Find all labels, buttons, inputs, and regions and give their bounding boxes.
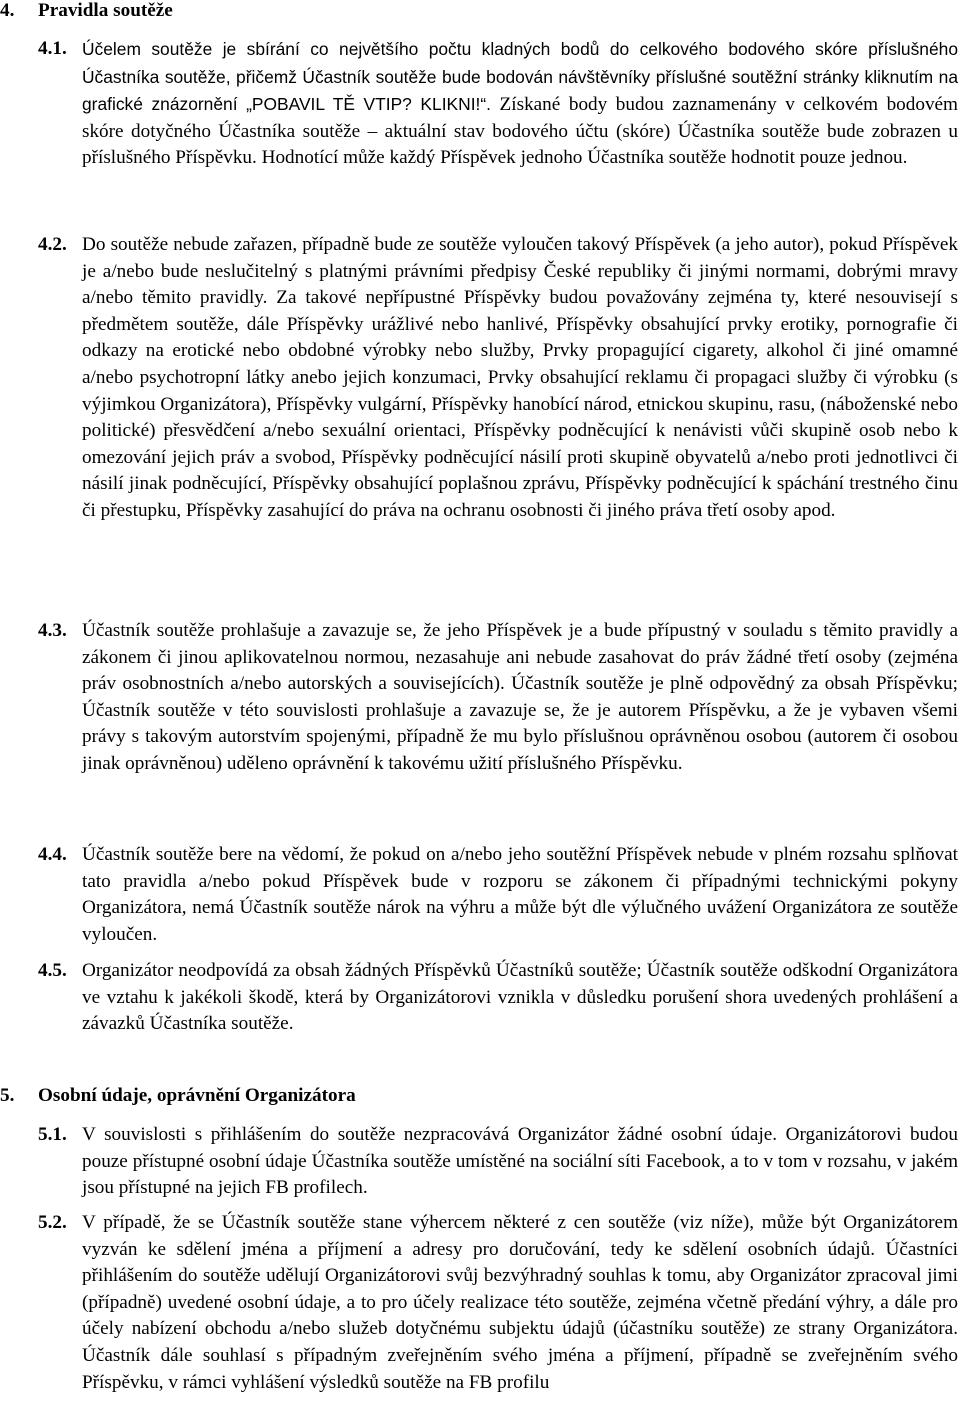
paragraph-number: 4.1. [38,38,67,59]
paragraph-text: V souvislosti s přihlášením do soutěže nezpracovává Organizátor žádné osobní údaje. Organizátorovi budou pouze přístupné osobní údaje Účastníka soutěže umístěné na sociální síti Facebook, a to v tom v rozsahu, v jakém jsou přístupné na jejich FB profilech. [82,1124,958,1199]
section-4-title: Pravidla soutěže [38,0,173,21]
paragraph-text: Účastník soutěže prohlašuje a zavazuje se, že jeho Příspěvek je a bude přípustný v souladu s těmito pravidly a zákonem či jinou aplikovatelnou normou, nezasahuje ani nebude zasahovat do práv žádné třetí osoby (zejména práv osobnostních a/nebo autorských a souvisejících). Účastník soutěže je plně odpovědný za obsah Příspěvku; Účastník soutěže v této souvislosti prohlašuje a zavazuje se, že je autorem Příspěvku, a že je vybaven všemi právy s takovým autorstvím spojenými, případně že mu bylo příslušnou oprávněnou osobou (autorem či osobou jinak oprávněnou) uděleno oprávnění k takovému užití příslušného Příspěvku. [82,620,958,774]
paragraph-text: Účastník soutěže bere na vědomí, že pokud on a/nebo jeho soutěžní Příspěvek nebude v plném rozsahu splňovat tato pravidla a/nebo pokud Příspěvek bude v rozporu se zákonem či případnými technickými pokyny Organizátora, nemá Účastník soutěže nárok na výhru a může být dle výlučného uvážení Organizátora ze soutěže vyloučen. [82,844,958,945]
paragraph-text-serif: Získané body budou zaznamenány v celkovém bodovém skóre dotyčného Účastníka soutěže – aktuální stav bodového účtu (skóre) Účastníka soutěže bude zobrazen u příslušného Příspěvku. Hodnotící může každý Příspěvek jednoho Účastníka soutěže hodnotit pouze jednou. [82,94,958,169]
paragraph-text-sans: Účelem soutěže je sbírání co největšího počtu kladných bodů do celkového bodového skóre příslušného Účastníka soutěže, přičemž Účastník soutěže bude bodován návštěvníky příslušné soutěžní stránky kliknutím na grafické znázornění „POBAVIL TĚ VTIP? KLIKNI!“. [82,39,958,115]
paragraph-number: 4.3. [38,620,67,641]
paragraph-text: V případě, že se Účastník soutěže stane výhercem některé z cen soutěže (viz níže), může být Organizátorem vyzván ke sdělení jména a příjmení a adresy pro doručování, tedy ke sdělení osobních údajů. Účastníci přihlášením do soutěže udělují Organizátorovi svůj bezvýhradný souhlas k tomu, aby Organizátor zpracoval jimi (případně) uvedené osobní údaje, a to pro účely realizace této soutěže, zejména včetně předání výhry, a dále pro účely nabízení obchodu a/nebo služeb dotyčnému subjektu údajů (účastníku soutěže) ze strany Organizátora. Účastník dále souhlasí s případným zveřejněním svého jména a příjmení, případně se zveřejněním svého Příspěvku, v rámci vyhlášení výsledků soutěže na FB profilu [82,1212,958,1393]
paragraph-number: 4.4. [38,844,67,865]
paragraph-number: 5.2. [38,1212,67,1233]
paragraph-number: 5.1. [38,1124,67,1145]
paragraph-text: Do soutěže nebude zařazen, případně bude ze soutěže vyloučen takový Příspěvek (a jeho autor), pokud Příspěvek je a/nebo bude neslučitelný s platnými právními předpisy České republiky či jinými normami, dobrými mravy a/nebo těmito pravidly. Za takové nepřípustné Příspěvky budou považovány zejména ty, které nesouvisejí s předmětem soutěže, dále Příspěvky urážlivé nebo hanlivé, Příspěvky obsahující prvky erotiky, pornografie či odkazy na erotické nebo obdobné výrobky nebo služby, Prvky propagující cigarety, alkohol či jiné omamné a/nebo psychotropní látky anebo jejich konzumaci, Prvky obsahující reklamu či propagaci služby či výrobku (s výjimkou Organizátora), Příspěvky vulgární, Příspěvky hanobící národ, etnickou skupinu, rasu, (náboženské nebo politické) přesvědčení a/nebo sexuální orientaci, Příspěvky podněcující k nenávisti vůči skupině osob nebo k omezování jejich práv a svobod, Příspěvky podněcující násilí proti skupině obyvatelů a/nebo proti jednotlivci či násilí jinak podněcující, Příspěvky obsahující poplašnou zprávu, Příspěvky podněcující k spáchání trestného činu či přestupku, Příspěvky zasahující do práva na ochranu osobnosti či jiného práva třetí osoby apod. [82,234,958,521]
paragraph-text: Organizátor neodpovídá za obsah žádných Příspěvků Účastníků soutěže; Účastník soutěže odškodní Organizátora ve vztahu k jakékoli škodě, která by Organizátorovi vznikla v důsledku porušení shora uvedených prohlášení a závazků Účastníka soutěže. [82,960,958,1035]
section-5-heading [0,1083,600,1110]
paragraph-number: 4.5. [38,960,67,981]
section-4-number: 4. [0,0,15,21]
paragraph-text [82,36,958,172]
section-5-number: 5. [0,1085,15,1106]
paragraph-number: 4.2. [38,234,67,255]
section-5-title: Osobní údaje, oprávnění Organizátora [38,1085,356,1106]
section-4-heading [0,0,400,25]
